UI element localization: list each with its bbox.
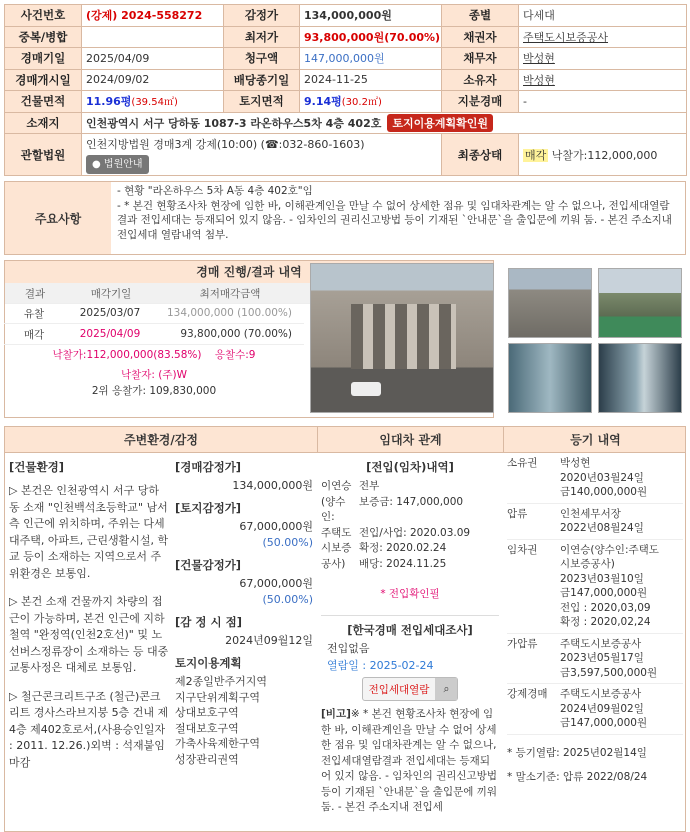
registry-line: 주택도시보증공사 bbox=[560, 637, 642, 650]
registry-type: 강제경매 bbox=[507, 688, 548, 700]
land-area-pyeong: 9.14평 bbox=[304, 95, 342, 109]
remark-text: ※ * 본건 현황조사차 현장에 임한 바, 이해관계인을 만날 수 없어 상세한 점유 및 임대차관계는 알 수 없으나, 전입세대열람결과 전입세대는 등재되어 있지 않음. - 임차인의 권리신고방법 등이 기재된 `안내문`을 출입문에 끼워 둠. - 본건 주소지내 전입세 bbox=[321, 708, 497, 813]
car-shape bbox=[351, 382, 381, 396]
court-value: 인천지방법원 경매3계 강제(10:00) (☎:032-860-1603) bbox=[86, 137, 365, 151]
registry-line: 시보증공사) bbox=[560, 558, 615, 570]
building-area-label: 건물면적 bbox=[5, 91, 82, 113]
building-appraisal-ratio: (50.00%) bbox=[262, 593, 313, 606]
registry-line: 주택도시보증공사 bbox=[560, 688, 642, 700]
address-value: 인천광역시 서구 당하동 1087-3 라온하우스5차 4층 402호 bbox=[86, 116, 382, 130]
tenant-line-value: 배당: 2024.11.25 bbox=[359, 557, 447, 570]
extinction-basis: * 말소기준: 압류 2022/08/24 bbox=[507, 771, 648, 783]
auction-date-label: 경매기일 bbox=[5, 48, 82, 70]
appraisal-time-heading: [감 정 시 점] bbox=[175, 615, 242, 629]
move-in-view-button[interactable] bbox=[362, 677, 459, 701]
history-row bbox=[4, 303, 304, 324]
tenant-line-key: 주택도 bbox=[321, 526, 352, 539]
detail-panel bbox=[4, 426, 686, 832]
claim-value: 147,000,000원 bbox=[300, 48, 442, 70]
building-area-m2: (39.54㎡) bbox=[131, 97, 178, 109]
history-col-date: 매각기일 bbox=[90, 287, 132, 300]
circle-icon: ● bbox=[92, 158, 101, 170]
registry-line: 전입 : 2020,03,09 bbox=[560, 601, 651, 614]
registry-view-date: * 등기열람: 2025년02월14일 bbox=[507, 746, 647, 759]
start-date-label: 경매개시일 bbox=[5, 69, 82, 91]
history-result: 유찰 bbox=[23, 307, 45, 320]
history-col-price: 최저매각금액 bbox=[199, 287, 261, 300]
building-appraisal-amount: 67,000,000원 bbox=[239, 577, 313, 590]
registry-line: 금3,597,500,000원 bbox=[560, 666, 658, 679]
min-price-label: 최저가 bbox=[224, 26, 300, 48]
survey-result: 전입없음 bbox=[327, 642, 370, 655]
merge-value bbox=[82, 26, 224, 48]
land-use-list bbox=[175, 674, 313, 767]
award-price: 낙찰가:112,000,000(83.58%) bbox=[52, 349, 202, 361]
debtor-link[interactable]: 박성현 bbox=[523, 52, 555, 66]
appraisal-heading: [경매감정가] bbox=[175, 460, 242, 474]
registry-line: 2020년03월24일 bbox=[560, 471, 644, 484]
registry-record bbox=[507, 453, 683, 504]
merge-label: 중복/병합 bbox=[5, 26, 82, 48]
claim-label: 청구액 bbox=[224, 48, 300, 70]
deadline-label: 배당종기일 bbox=[224, 69, 300, 91]
registry-record bbox=[507, 504, 683, 540]
land-appraisal-amount: 67,000,000원 bbox=[239, 520, 313, 533]
tenant-line-key: 시보증 bbox=[321, 542, 352, 554]
history-row bbox=[4, 324, 304, 345]
registry-line: 2022년08월24일 bbox=[560, 522, 644, 534]
registry-type: 임차권 bbox=[507, 543, 538, 556]
history-price: 93,800,000 (70.00%) bbox=[180, 328, 292, 340]
type-label: 종별 bbox=[442, 5, 519, 27]
survey-heading: [한국경매 전입세대조사] bbox=[321, 615, 499, 638]
land-use-plan-button[interactable]: 토지이용계획확인원 bbox=[387, 114, 493, 132]
thumbnail-photo-3[interactable] bbox=[508, 343, 592, 413]
registry-type: 가압류 bbox=[507, 637, 538, 650]
history-title: 경매 진행/결과 내역 bbox=[5, 261, 493, 283]
registry-title: 등기 내역 bbox=[503, 427, 686, 453]
env-paragraph-3: ▷ 철근콘크리트구조 (철근)콘크리트 경사스라브지붕 5층 건내 제4층 제402호로서,(사용승인일자 : 2011. 12.26.)외벽 : 석재붙임 마감 bbox=[9, 689, 169, 769]
remark-heading: [비고] bbox=[321, 708, 351, 720]
move-in-confirmed: * 전입확인필 bbox=[380, 588, 440, 600]
deadline-value: 2024-11-25 bbox=[300, 69, 442, 91]
share-auction-value: - bbox=[519, 91, 687, 113]
appraisal-amount: 134,000,000원 bbox=[232, 479, 313, 492]
notes-section bbox=[4, 181, 686, 255]
main-building-photo[interactable] bbox=[310, 263, 494, 413]
registry-line: 박성현 bbox=[560, 457, 591, 469]
notes-text: - 현황 "라온하우스 5차 A동 4층 402호"임 - * 본건 현황조사차 현장에 임한 바, 이해관계인을 만날 수 없어 상세한 점유 및 임대차관계는 알 수 없으나, 전입세대열람결과 전입세대는 등재되어 있지 않음. - 임차인의 권리신고방법 등이 기재된 `안내문`을 출입문에 끼워 둠. - 본건 주소지내 전입세대 열람내역 첨부. bbox=[117, 185, 672, 241]
tenant-heading: [전입(임차)내역] bbox=[366, 460, 454, 474]
tenant-column bbox=[321, 453, 499, 831]
type-value: 다세대 bbox=[519, 5, 687, 27]
registry-line: 인천세무서장 bbox=[560, 507, 621, 520]
tenant-line-value: 보증금: 147,000,000 bbox=[359, 495, 464, 508]
appraisal-label: 감정가 bbox=[224, 5, 300, 27]
owner-link[interactable]: 박성현 bbox=[523, 73, 555, 87]
registry-type: 압류 bbox=[507, 507, 528, 520]
min-price-value: 93,800,000원(70.00%) bbox=[300, 26, 442, 48]
final-status-label: 최종상태 bbox=[442, 134, 519, 176]
thumbnail-photo-1[interactable] bbox=[508, 268, 592, 338]
land-use-item: 지구단위계획구역 bbox=[175, 690, 261, 704]
env-paragraph-2: ▷ 본건 소재 건물까지 차량의 접근이 가능하며, 본건 인근에 지하철역 "완정역(인천2호선)" 및 노선버스정류장이 소재하는 등 대중교통사정은 대체로 보통임. bbox=[9, 595, 169, 674]
registry-line: 확정 : 2020,02,24 bbox=[560, 616, 651, 628]
history-rows bbox=[4, 303, 304, 398]
land-appraisal-ratio: (50.00%) bbox=[262, 536, 313, 549]
history-date: 2025/04/09 bbox=[79, 328, 141, 340]
thumbnail-photo-4[interactable] bbox=[598, 343, 682, 413]
tenant-line-value: 확정: 2020.02.24 bbox=[359, 542, 447, 554]
history-result: 매각 bbox=[23, 328, 45, 341]
land-use-item: 성장관리권역 bbox=[175, 752, 239, 766]
land-use-item: 제2종일반주거지역 bbox=[175, 675, 268, 688]
notes-label: 주요사항 bbox=[5, 182, 111, 254]
building-area-pyeong: 11.96평 bbox=[86, 95, 132, 109]
registry-record bbox=[507, 540, 683, 634]
auction-date-value: 2025/04/09 bbox=[82, 48, 224, 70]
registry-record bbox=[507, 634, 683, 685]
case-number-label: 사건번호 bbox=[5, 5, 82, 27]
tenant-line-value: 전부 bbox=[359, 480, 380, 492]
court-guide-button[interactable] bbox=[86, 155, 149, 174]
registry-type: 소유권 bbox=[507, 457, 538, 469]
case-info-table bbox=[4, 4, 687, 176]
land-area-m2: (30.2㎡) bbox=[341, 97, 382, 109]
share-auction-label: 지분경매 bbox=[442, 91, 519, 113]
court-label: 관할법원 bbox=[5, 134, 82, 176]
second-bid: 2위 응찰가: 109,830,000 bbox=[91, 385, 217, 397]
appraisal-value: 134,000,000원 bbox=[300, 5, 442, 27]
registry-line: 2024년09월02일 bbox=[560, 702, 644, 715]
registry-column bbox=[507, 453, 683, 831]
final-status-value: 낙찰가:112,000,000 bbox=[551, 148, 658, 162]
env-paragraph-1: ▷ 본건은 인천광역시 서구 당하동 소재 "인천백석초등학교" 남서측 인근에 위치하며, 주위는 다세대주택, 아파트, 근린생활시설, 학교 등이 소재하는 지역으로서 주위환경은 보통임. bbox=[9, 484, 169, 580]
registry-line: 금147,000,000원 bbox=[560, 587, 648, 599]
start-date-value: 2024/09/02 bbox=[82, 69, 224, 91]
building-appraisal-heading: [건물감정가] bbox=[175, 558, 242, 572]
history-price: 134,000,000 (100.00%) bbox=[166, 307, 292, 319]
land-use-plan-heading: 토지이용계획 bbox=[175, 656, 242, 670]
registry-record bbox=[507, 684, 683, 735]
appraisal-time-value: 2024년09월12일 bbox=[225, 634, 313, 647]
land-use-item: 절대보호구역 bbox=[175, 721, 239, 735]
registry-line: 2023년03월10일 bbox=[560, 572, 644, 585]
registry-line: 금147,000,000원 bbox=[560, 717, 648, 729]
tenant-line-key: (양수인: bbox=[321, 495, 346, 523]
land-use-item: 가축사육제한구역 bbox=[175, 737, 261, 750]
env-column bbox=[9, 453, 169, 831]
env-title: 주변환경/감정 bbox=[5, 427, 317, 453]
winner: 낙찰자: (주)W bbox=[120, 369, 188, 381]
debtor-label: 채무자 bbox=[442, 48, 519, 70]
move-in-view-label: 전입세대열람 bbox=[368, 683, 430, 696]
history-date: 2025/03/07 bbox=[79, 307, 141, 319]
creditor-link[interactable]: 주택도시보증공사 bbox=[523, 30, 609, 44]
land-area-label: 토지면적 bbox=[224, 91, 300, 113]
registry-line: 이연승(양수인:주택도 bbox=[560, 543, 659, 556]
owner-label: 소유자 bbox=[442, 69, 519, 91]
court-guide-label: 법원안내 bbox=[103, 158, 143, 170]
creditor-label: 채권자 bbox=[442, 26, 519, 48]
tenant-line-key: 공사) bbox=[321, 557, 346, 570]
tenant-line-value: 전입/사업: 2020.03.09 bbox=[359, 526, 471, 539]
case-number: (강제) 2024-558272 bbox=[82, 5, 224, 27]
final-status-badge: 매각 bbox=[525, 148, 547, 162]
tenant-title: 임대차 관계 bbox=[317, 427, 503, 453]
history-col-result: 결과 bbox=[24, 287, 46, 300]
address-label: 소재지 bbox=[5, 112, 82, 134]
thumbnail-photo-2[interactable] bbox=[598, 268, 682, 338]
search-icon: ⌕ bbox=[435, 678, 457, 700]
bidder-count: 응찰수:9 bbox=[214, 349, 256, 361]
land-appraisal-heading: [토지감정가] bbox=[175, 501, 242, 515]
registry-line: 금140,000,000원 bbox=[560, 486, 648, 498]
tenant-line-key: 이연승 bbox=[321, 480, 352, 492]
building-windows bbox=[351, 304, 456, 369]
building-env-heading: [건물환경] bbox=[9, 460, 64, 474]
appraisal-column bbox=[175, 453, 313, 831]
survey-view-date: 열람일 : 2025-02-24 bbox=[327, 658, 434, 672]
registry-line: 2023년05월17일 bbox=[560, 652, 644, 664]
land-use-item: 상대보호구역 bbox=[175, 706, 239, 719]
